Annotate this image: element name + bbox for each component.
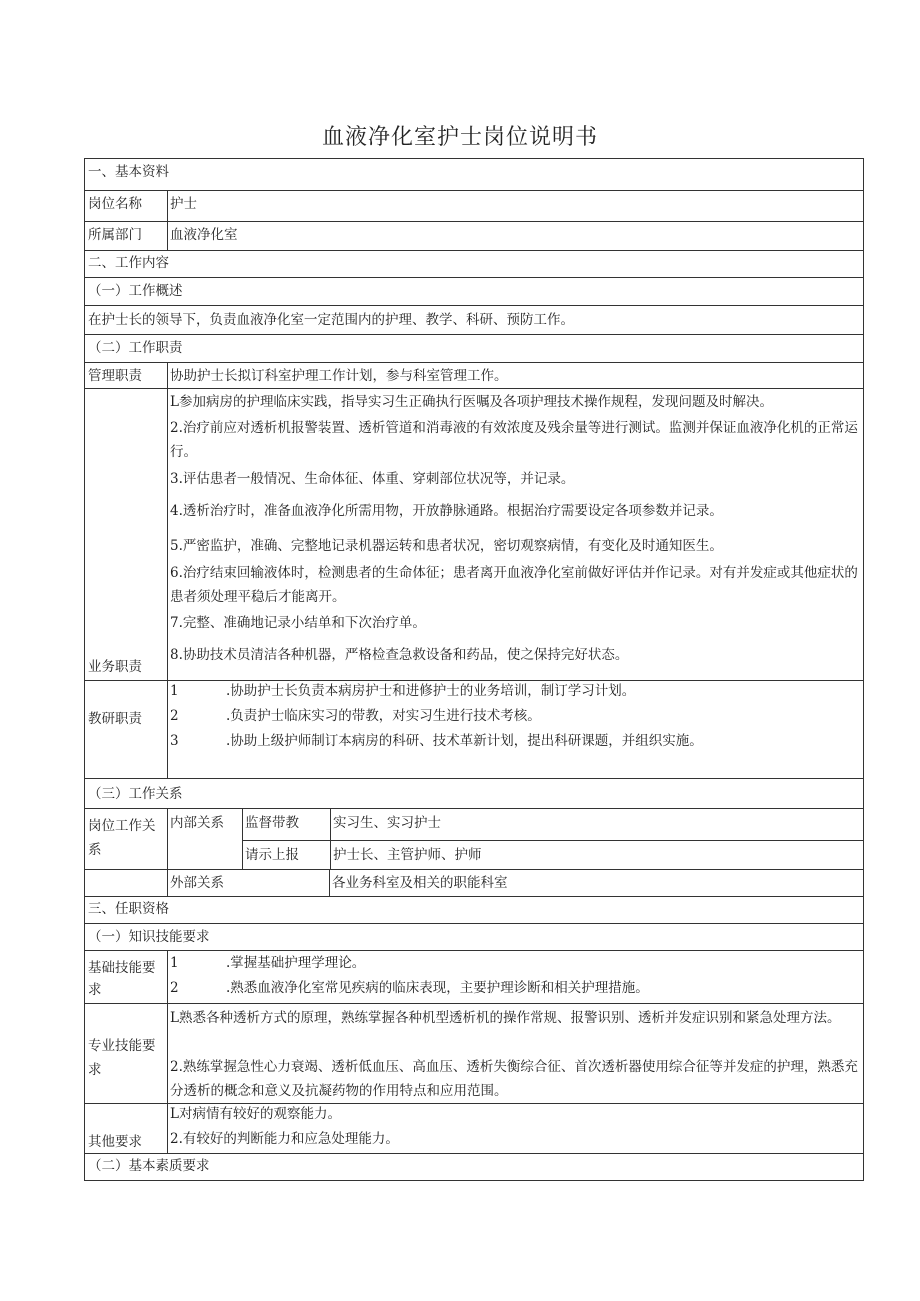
other-item-1: L对病情有较好的观察能力。 (170, 1106, 341, 1122)
basic-skills-row (85, 951, 863, 1004)
basic-item-1-text: .掌握基础护理学理论。 (226, 955, 366, 971)
business-item-5: 5.严密监护，准确、完整地记录机器运转和患者状况，密切观察病情，有变化及时通知医生。 (170, 538, 723, 554)
post-name-value: 护士 (170, 196, 197, 212)
teaching-duties-cell (167, 681, 863, 778)
report-value: 护士长、主管护师、护师 (333, 847, 482, 863)
supervise-value: 实习生、实习护士 (333, 815, 441, 831)
section-qual-heading-row (85, 897, 863, 924)
pro-item-1: L熟悉各种透析方式的原理，熟练掌握各种机型透析机的操作常规、报警识别、透析并发症识别和紧急处理方法。 (170, 1010, 841, 1026)
business-item-1: L参加病房的护理临床实践，指导实习生正确执行医嘱及各项护理技术操作规程，发现问题及时解决。 (170, 394, 773, 410)
basic-item-2-text: .熟悉血液净化室常见疾病的临床表现，主要护理诊断和相关护理措施。 (226, 980, 649, 996)
teaching-item-1-text: .协助护士长负责本病房护士和进修护士的业务培训，制订学习计划。 (226, 683, 636, 699)
overview-text: 在护士长的领导下，负责血液净化室一定范围内的护理、教学、科研、预防工作。 (88, 312, 574, 328)
supervise-value-cell (330, 809, 863, 840)
pro-skills-label: 专业技能要求 (88, 1038, 156, 1078)
business-duties-row (85, 389, 863, 681)
external-relations-cell (167, 870, 863, 896)
teaching-item-2-text: .负责护士临床实习的带教，对实习生进行技术考核。 (226, 708, 541, 724)
basic-item-2-num: 2 (170, 980, 179, 996)
business-item-3: 3.评估患者一般情况、生命体征、体重、穿刺部位状况等，并记录。 (170, 471, 575, 487)
management-text: 协助护士长拟订科室护理工作计划，参与科室管理工作。 (170, 368, 508, 384)
business-label: 业务职责 (88, 659, 142, 675)
department-row (85, 222, 863, 251)
teaching-item-1-num: 1 (170, 683, 179, 699)
relations-cell (167, 809, 863, 869)
relations-label: 岗位工作关系 (88, 818, 156, 858)
other-req-row (85, 1104, 863, 1154)
internal-relations-cell (242, 809, 863, 869)
section-work-heading-row (85, 251, 863, 278)
quality-heading: （二）基本素质要求 (88, 1158, 210, 1174)
internal-label: 内部关系 (170, 815, 224, 831)
overview-heading-row (85, 278, 863, 306)
business-item-2: 2.治疗前应对透析机报警装置、透析管道和消毒液的有效浓度及残余量等进行测试。监测并保证血液净化机的正常运行。 (170, 420, 858, 460)
basic-skills-label: 基础技能要求 (88, 960, 156, 998)
management-label: 管理职责 (88, 368, 142, 384)
section-basic-heading-row (85, 159, 863, 191)
duties-heading: （二）工作职责 (88, 340, 183, 356)
overview-heading: （一）工作概述 (88, 283, 183, 299)
teaching-label: 教研职责 (88, 711, 142, 727)
department-value: 血液净化室 (170, 227, 238, 243)
supervise-label: 监督带教 (245, 815, 299, 831)
external-value-cell (329, 870, 863, 896)
other-item-2: 2.有较好的判断能力和应急处理能力。 (170, 1131, 399, 1147)
department-label: 所属部门 (88, 227, 142, 243)
teaching-item-2-num: 2 (170, 708, 179, 724)
other-req-cell (167, 1104, 863, 1153)
quality-heading-row (85, 1154, 863, 1182)
management-cell (167, 363, 863, 388)
pro-item-2: 2.熟练掌握急性心力衰竭、透析低血压、高血压、透析失衡综合征、首次透析器使用综合征等并发症的护理，熟悉充分透析的概念和意义及抗凝药物的作用特点和应用范围。 (170, 1059, 858, 1099)
external-value: 各业务科室及相关的职能科室 (332, 875, 508, 891)
report-label: 请示上报 (245, 847, 299, 863)
business-item-6: 6.治疗结束回输液体时，检测患者的生命体征；患者离开血液净化室前做好评估并作记录。对有并发症或其他症状的患者须处理平稳后才能离开。 (170, 565, 858, 605)
report-row (243, 841, 863, 869)
duties-heading-row (85, 335, 863, 363)
business-item-7: 7.完整、准确地记录小结单和下次治疗单。 (170, 615, 426, 631)
page-title: 血液净化室护士岗位说明书 (321, 125, 598, 150)
section-work-heading: 二、工作内容 (88, 255, 169, 271)
basic-item-1-num: 1 (170, 955, 179, 971)
relations-heading-row (85, 779, 863, 809)
teaching-item-3-text: .协助上级护师制订本病房的科研、技术革新计划，提出科研课题，并组织实施。 (226, 733, 703, 749)
external-relations-row (85, 870, 863, 897)
supervise-row (243, 809, 863, 841)
knowledge-heading-row (85, 924, 863, 951)
relations-row (85, 809, 863, 870)
overview-text-row (85, 306, 863, 335)
knowledge-heading: （一）知识技能要求 (88, 929, 210, 945)
other-req-label: 其他要求 (88, 1134, 142, 1150)
report-value-cell (330, 841, 863, 869)
post-name-cell (167, 191, 863, 221)
relations-heading: （三）工作关系 (88, 786, 183, 802)
pro-skills-row (85, 1004, 863, 1104)
post-name-row (85, 191, 863, 222)
section-qual-heading: 三、任职资格 (88, 901, 169, 917)
business-duties-cell (167, 389, 863, 680)
external-label: 外部关系 (170, 875, 224, 891)
management-row (85, 363, 863, 389)
section-basic-heading: 一、基本资料 (88, 164, 169, 180)
business-item-4: 4.透析治疗时，准备血液净化所需用物，开放静脉通路。根据治疗需要设定各项参数并记录。 (170, 503, 723, 519)
basic-skills-cell (167, 951, 863, 1003)
pro-skills-cell (167, 1004, 863, 1103)
department-cell (167, 222, 863, 250)
job-description-table (84, 158, 864, 1181)
teaching-duties-row (85, 681, 863, 779)
teaching-item-3-num: 3 (170, 733, 179, 749)
business-item-8: 8.协助技术员清洁各种机器，严格检查急救设备和药品，使之保持完好状态。 (170, 647, 629, 663)
post-name-label: 岗位名称 (88, 196, 142, 212)
